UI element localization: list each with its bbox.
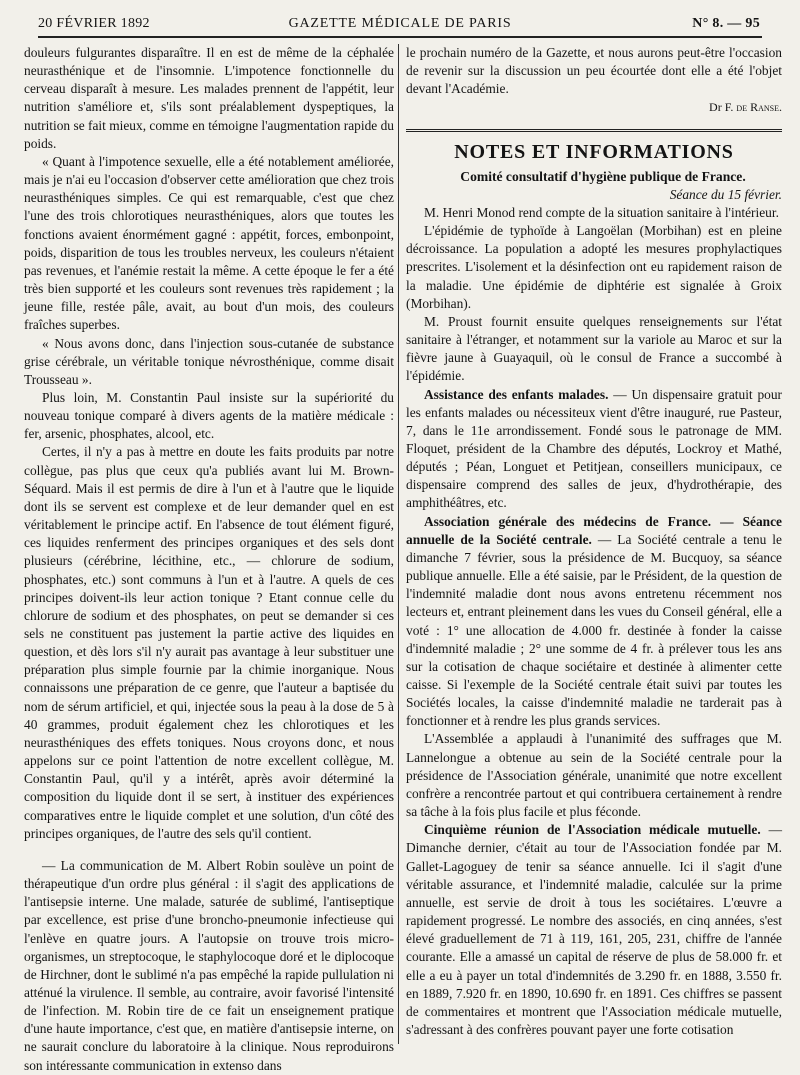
section-title: NOTES ET INFORMATIONS bbox=[454, 140, 734, 163]
paragraph: « Quant à l'impotence sexuelle, elle a été notablement améliorée, mais je n'ai eu l'occasion d'observer cette amélioration que chez trois neurasthéniques simples. Ce qui est remarquable, c'est que chez l'une des trois chlorotiques neurasthéniques, alors que toutes les fonctions avaient énormément gagné : appétit, forces, embonpoint, poids, disparition de tous les troubles nerveux, les couleurs n'étaient pas revenues, et l'anémie restait la même. A cette époque le fer a été très bien supporté et les couleurs sont revenues très rapidement ; la jeune fille, restée pâle, avait, au bout d'un mois, des couleurs fraîches superbes. bbox=[24, 153, 394, 333]
signature-prefix: Dr bbox=[709, 100, 722, 115]
paragraph: M. Henri Monod rend compte de la situation sanitaire à l'intérieur. bbox=[424, 204, 779, 220]
section-subtitle: Comité consultatif d'hygiène publique de France. bbox=[460, 168, 746, 184]
left-column bbox=[24, 44, 394, 1075]
news-item-text: L'Assemblée a applaudi à l'unanimité des suffrages que M. Lannelongue a obtenue au sein de la Société centrale pour la présidence de l'Association générale, unanimité que notre excellent confrère a rencontrée partout et qui contribuera certainement à rendre sa tâche à la fois plus facile et plus féconde. bbox=[406, 731, 782, 820]
spacer bbox=[24, 843, 394, 857]
session-date: Séance du 15 février. bbox=[669, 186, 782, 202]
header-title: GAZETTE MÉDICALE DE PARIS bbox=[288, 16, 512, 31]
news-item bbox=[406, 513, 782, 731]
news-item-lead: Assistance des enfants malades. bbox=[424, 386, 609, 402]
column-divider bbox=[398, 44, 399, 1044]
paragraph: L'épidémie de typhoïde à Langoëlan (Morbihan) est en pleine décroissance. La population a adopté les mesures prophylactiques prescrites. L'isolement et la désinfection ont eu rapidement raison de la maladie. Une épidémie de diphtérie est signalée à Groix (Morbihan). bbox=[406, 223, 782, 311]
paragraph: « Nous avons donc, dans l'injection sous-cutanée de substance grise cérébrale, un véritable tonique névrosthénique, comme disait Trousseau ». bbox=[24, 335, 394, 387]
section-rule bbox=[406, 129, 782, 132]
right-column bbox=[406, 44, 782, 1039]
paragraph: Certes, il n'y a pas à mettre en doute les faits produits par notre collègue, pas plus que ceux qu'a publiés avant lui M. Brown-Séquard. Mais il est permis de dire à l'un et à l'autre que le liquide dont ils se servent est complexe et de leur demander quel en est véritablement le principe actif. En l'absence de tout élément figuré, ces liquides renferment des principes organiques et des sels dont plusieurs (cérébrine, lécithine, etc., — chlorure de sodium, phosphates, etc.) sont communs à l'un et à l'autre. A quels de ces principes doivent-ils leur action tonique ? Etant connue celle du chlorure de sodium et des phosphates, on peut se demander si ces sels ne constituent pas justement la partie active des liquides en question, et dès lors s'il n'y aurait pas avantage à leur substituer une préparation plus simple fournie par la chimie inorganique. Nous connaissons une préparation de ce genre, que l'auteur a baptisée du nom de sérum artificiel, et qui, injectée sous la peau à la dose de 5 à 40 grammes, produit également chez les chlorotiques et les neurasthéniques des effets toniques. Nous croyons donc, et nous appelons sur ce point l'attention de notre excellent collègue, M. Constantin Paul, qu'il y a intérêt, après avoir déterminé la composition du liquide dont il se sert, à instituer des expériences comparatives entre le liquide complet et une solution, d'un côté des principes organiques, de l'autre des sels qu'il contient. bbox=[24, 444, 394, 841]
news-item bbox=[406, 730, 782, 821]
news-item bbox=[406, 386, 782, 513]
news-item-text: — Un dispensaire gratuit pour les enfants malades ou nécessiteux vient d'être inauguré, rue Pasteur, 7, dans le 11e arrondissement. Fondé sous le patronage de MM. Floquet, président de la Chambre des députés, Lockroy et Mathé, députés ; Péan, Longuet et Petitjean, conseillers municipaux, ce dispensaire comprend des salles de jeux, d'hydrothérapie, des amphithéâtres, etc. bbox=[406, 386, 782, 511]
paragraph: douleurs fulgurantes disparaître. Il en est de même de la céphalée neurasthénique et de l'insomnie. L'impotence fonctionnelle du cerveau disparaît à mesure. Les malades prennent de l'appétit, leur nutrition s'améliore et, s'ils sont préalablement dyspeptiques, la nutrition se fait mieux, comme en témoigne l'augmentation rapide du poids. bbox=[24, 45, 394, 151]
paragraph: Plus loin, M. Constantin Paul insiste sur la supériorité du nouveau tonique comparé à divers agents de la matière médicale : fer, arsenic, phosphates, alcool, etc. bbox=[24, 389, 394, 442]
signature-name: F. de Ranse. bbox=[724, 100, 782, 115]
news-item-text: — Dimanche dernier, c'était au tour de l'Association fondée par M. Gallet-Lagoguey de tenir sa séance annuelle. Ici il s'agit d'une véritable assurance, et l'indemnité maladie, calculée sur la prime annuelle, est servie de droit à tous les sociétaires. L'œuvre a rapidement progressé. Le nombre des associés, en cinq années, s'est élevé graduellement de 71 à 119, 161, 205, 231, chiffre de l'année courante. Elle a amassé un capital de réserve de plus de 58.000 fr. et elle a eu à payer un total d'indemnités de 3.290 fr. en 1888, 3.550 fr. en 1889, 7.920 fr. en 1890, 10.690 fr. en 1891. Ces chiffres se passent de commentaires et montrent que l'Association médicale mutuelle, s'adressant à des confrères pouvant payer une forte cotisation bbox=[406, 822, 782, 1037]
signature bbox=[406, 98, 782, 116]
paragraph: — La communication de M. Albert Robin soulève un point de thérapeutique d'un ordre plus général : il s'agit des applications de l'antisepsie interne. Une malade, saturée de sublimé, l'antiseptique par excellence, est prise d'une broncho-pneumonie infectieuse qui l'enlève en quatre jours. A l'autopsie on trouve trois micro-organismes, un streptocoque, le staphylocoque doré et le diplocoque de Hirchner, dont le sublimé n'a pas empêché la rapide pullulation ni atténué la virulence. Il semble, au contraire, avoir favorisé l'intensité de l'infection. M. Robin tire de ce fait un enseignement pratique d'une haute importance, c'est que, en matière d'antisepsie interne, on ne saurait conclure du laboratoire à la clinique. Nous reproduirons son intéressante communication in extenso dans bbox=[24, 857, 394, 1073]
news-item-lead: Cinquième réunion de l'Association médicale mutuelle. bbox=[424, 822, 761, 838]
paragraph: M. Proust fournit ensuite quelques renseignements sur l'état sanitaire à l'étranger, et notamment sur la variole au Maroc et sur la fièvre jaune à Guayaquil, où le consul de France a succombé à l'épidémie. bbox=[406, 313, 782, 384]
page-header bbox=[38, 14, 762, 38]
header-page-number: N° 8. — 95 bbox=[692, 16, 760, 31]
news-item bbox=[406, 821, 782, 1039]
paragraph: le prochain numéro de la Gazette, et nous aurons peut-être l'occasion de revenir sur la discussion un peu écourtée dont elle a été l'objet devant l'Académie. bbox=[406, 45, 782, 97]
news-item-text: — La Société centrale a tenu le dimanche 7 février, sous la présidence de M. Bucquoy, sa séance publique annuelle. Elle a été saisie, par le Président, de la question de l'indemnité maladie dont nous avons entretenu récemment nos lecteurs et, entrant pleinement dans les vues du Conseil général, elle a voté : 1° une allocation de 4.000 fr. destinée à fonder la caisse d'indemnité maladie ; 2° une somme de 4 fr. à prélever tous les ans sur la cotisation de chaque sociétaire et destinée à alimenter cette caisse. Si l'exemple de la Société centrale était suivi par toutes les Sociétés locales, la caisse d'indemnité maladie ne tarderait pas à fonctionner et à rendre les plus grands services. bbox=[406, 531, 782, 729]
news-item-lead: Association générale des médecins de France. — Séance annuelle de la Société centrale. bbox=[406, 513, 782, 547]
header-date: 20 FÉVRIER 1892 bbox=[38, 16, 150, 31]
